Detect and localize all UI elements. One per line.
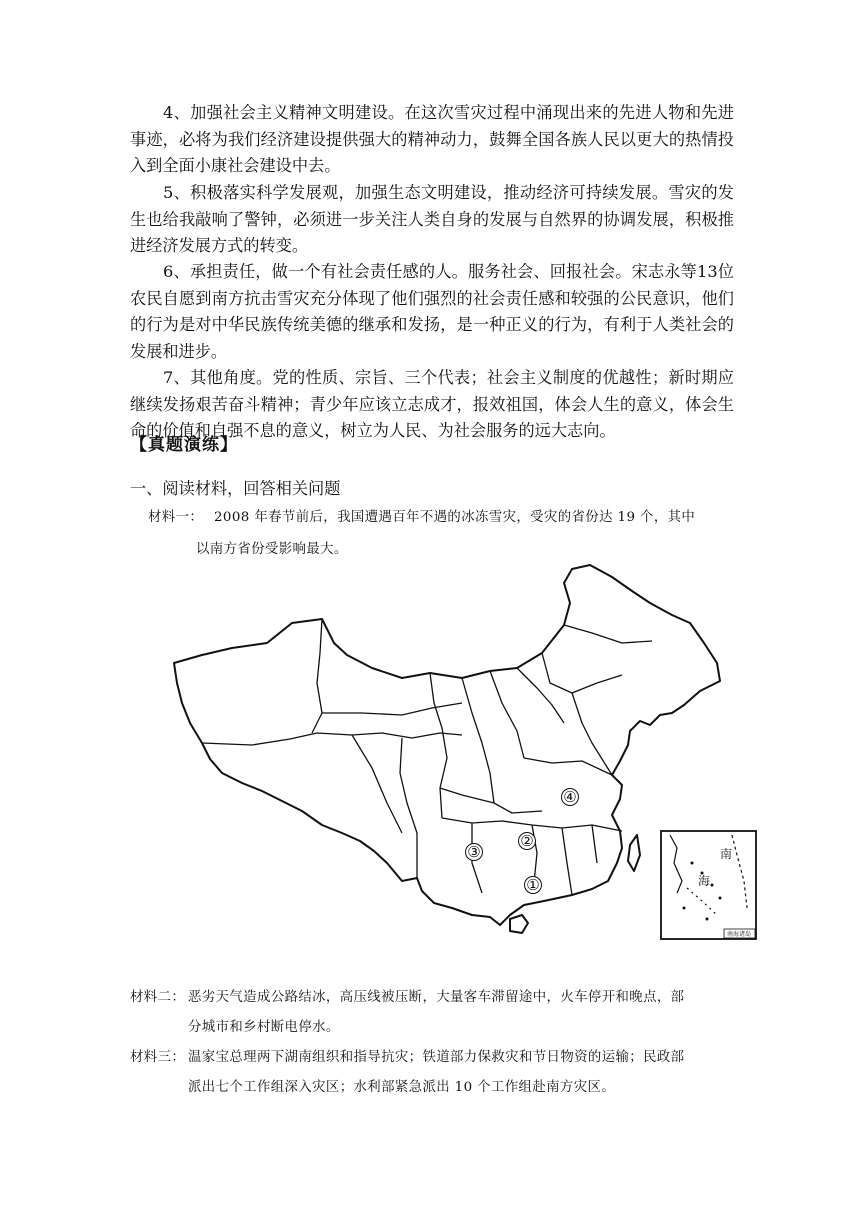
paragraph-4-text: 4、加强社会主义精神文明建设。在这次雪灾过程中涌现出来的先进人物和先进事迹，必将为我们经济建设提供强大的精神动力，鼓舞全国各族人民以更大的热情投入到全面小康社会建设中去。 [130, 103, 734, 175]
paragraph-6 [130, 259, 734, 365]
material-3-label: 材料三： [130, 1050, 186, 1065]
province-borders [202, 619, 652, 895]
marker-1: ① [526, 876, 540, 894]
material-3-line-1: 温家宝总理两下湖南组织和指导抗灾；铁道部力保救灾和节日物资的运输；民政部 [188, 1050, 685, 1065]
china-map [172, 563, 757, 941]
section-heading: 【真题演练】 [130, 435, 238, 455]
material-3-line-2: 派出七个工作组深入灾区；水利部紧急派出 10 个工作组赴南方灾区。 [188, 1080, 616, 1095]
inset-label-nan: 南 [720, 847, 733, 861]
material-1-line-2: 以南方省份受影响最大。 [196, 542, 348, 557]
south-china-sea-inset [661, 831, 756, 939]
marker-2: ② [520, 832, 534, 850]
taiwan-island [628, 835, 640, 871]
material-1-line-1: 2008 年春节前后，我国遭遇百年不遇的冰冻雪灾，受灾的省份达 19 个，其中 [214, 510, 696, 525]
marker-4: ④ [563, 788, 577, 806]
hainan-island [510, 915, 528, 933]
paragraph-6-text: 6、承担责任，做一个有社会责任感的人。服务社会、回报社会。宋志永等13位农民自愿到南方抗击雪灾充分体现了他们强烈的社会责任感和较强的公民意识，他们的行为是对中华民族传统美德的继承和发扬，是一种正义的行为，有利于人类社会的发展和进步。 [130, 262, 734, 361]
material-2-line-1: 恶劣天气造成公路结冰，高压线被压断，大量客车滞留途中，火车停开和晚点，部 [188, 990, 685, 1005]
material-2-label: 材料二： [130, 990, 186, 1005]
paragraph-4 [130, 100, 734, 180]
paragraph-5 [130, 180, 734, 260]
material-2-line-2: 分城市和乡村断电停水。 [188, 1020, 340, 1035]
inset-caption: 南海诸岛 [726, 931, 752, 938]
question-title: 一、阅读材料，回答相关问题 [130, 479, 341, 498]
china-map-drawing [172, 563, 757, 941]
material-1-label: 材料一： [148, 510, 204, 525]
marker-3: ③ [467, 843, 481, 861]
inset-label-hai: 海 [698, 874, 711, 888]
paragraph-7-text: 7、其他角度。党的性质、宗旨、三个代表；社会主义制度的优越性；新时期应继续发扬艰苦奋斗精神；青少年应该立志成才，报效祖国，体会人生的意义，体会生命的价值和自强不息的意义，树立为人民、为社会服务的远大志向。 [130, 368, 734, 440]
paragraph-5-text: 5、积极落实科学发展观，加强生态文明建设，推动经济可持续发展。雪灾的发生也给我敲响了警钟，必须进一步关注人类自身的发展与自然界的协调发展，积极推进经济发展方式的转变。 [130, 183, 734, 255]
